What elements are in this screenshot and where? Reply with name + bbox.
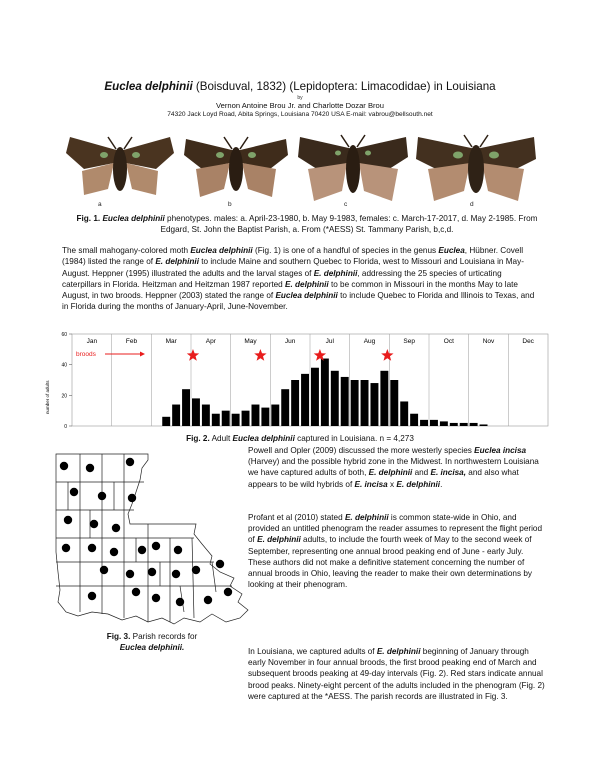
phenogram-bar xyxy=(311,368,319,426)
phenogram-bar xyxy=(162,417,170,426)
phenogram-bar xyxy=(222,411,230,426)
parish-record-dot xyxy=(100,566,108,574)
fig1-caption-species: Euclea delphinii xyxy=(102,214,165,223)
figure-2-phenogram xyxy=(30,328,550,433)
phenogram-bar xyxy=(202,405,210,426)
photo-label-a: a xyxy=(98,201,102,208)
phenogram-bar xyxy=(370,383,378,426)
phenogram-bar xyxy=(351,380,359,426)
moth-photo-d xyxy=(414,133,538,205)
moth-photo-c xyxy=(296,133,410,205)
phenogram-bar xyxy=(212,414,220,426)
photo-label-c: c xyxy=(344,201,348,208)
parish-record-dot xyxy=(88,544,96,552)
phenogram-bar xyxy=(232,414,240,426)
phenogram-bar xyxy=(410,414,418,426)
phenogram-bar xyxy=(361,380,369,426)
phenogram-bar xyxy=(450,423,458,426)
month-label: Sep xyxy=(403,338,415,345)
brood-peak-star xyxy=(381,349,393,361)
parish-record-dot xyxy=(138,546,146,554)
y-tick-label: 60 xyxy=(61,332,67,338)
parish-record-dot xyxy=(152,594,160,602)
fig3-caption-species: Euclea delphinii. xyxy=(119,642,185,652)
phenogram-bar xyxy=(251,405,259,426)
phenogram-bar xyxy=(331,371,339,426)
month-label: Aug xyxy=(363,338,376,345)
moth-photo-a xyxy=(64,133,176,205)
parish-record-dot xyxy=(126,570,134,578)
phenogram-bar xyxy=(321,359,329,426)
fig2-caption-prefix: Fig. 2. xyxy=(186,434,210,443)
parish-record-dot xyxy=(62,544,70,552)
parish-record-dot xyxy=(60,462,68,470)
chart-ylabel: number of adults xyxy=(45,380,50,414)
parish-record-dot xyxy=(192,566,200,574)
moth-photo-b xyxy=(180,133,292,205)
month-label: Nov xyxy=(482,338,495,345)
month-label: Jan xyxy=(86,338,98,345)
parish-record-dot xyxy=(174,546,182,554)
phenogram-bar xyxy=(380,371,388,426)
brood-peak-star xyxy=(254,349,266,361)
phenogram-bar xyxy=(470,423,478,426)
parish-record-dot xyxy=(224,588,232,596)
month-label: Mar xyxy=(165,338,177,345)
figure-3-caption xyxy=(62,632,242,653)
intro-paragraph: The small mahogany-colored moth Euclea delphinii (Fig. 1) is one of a handful of species in the genus Euclea, Hübner. Covell (1984) listed the range of E. delphinii to include Maine and southern Quebec to Florida, west to Missouri and Louisiana in May-August. Heppner (1995) illustrated the adults and the larval stages of E. delphinii, addressing the 25 species of urticating caterpillars in Florida. Heitzman and Heitzman 1987 reported E. delphinii to be common in Missouri in the months May to late August, in two broods. Heppner (2003) stated the range of Euclea delphinii to include Quebec to Florida and Illinois to Texas, and in Florida during the months of January-April, June-November. xyxy=(62,246,535,312)
phenogram-bar xyxy=(400,401,408,426)
y-tick-label: 0 xyxy=(64,424,67,430)
figure-1-caption xyxy=(62,214,552,235)
phenogram-bar xyxy=(291,380,299,426)
paragraph-powell-opler: Powell and Opler (2009) discussed the more westerly species Euclea incisa (Harvey) and the possible hybrid zone in the Midwest. In northwestern Louisiana we have captured adults of both, E. delphinii and E. incisa, and also what appears to be wild hybrids of E. incisa x E. delphinii. xyxy=(248,446,539,489)
parish-record-dot xyxy=(88,592,96,600)
paragraph-profant: Profant et al (2010) stated E. delphinii is common state-wide in Ohio, and provided an untitled phenogram the reader assumes to represent the flight period of E. delphinii adults, to include the fourth week of May to the second week of September, representing one annual brood peaking end of June - early July. These authors did not make a definitive statement concerning the number of annual broods in Ohio, leaving the reader to make their own determinations by looking at their phenogram. xyxy=(248,513,543,590)
phenogram-bar xyxy=(480,424,488,426)
figure-3-parish-map xyxy=(44,452,254,632)
month-label: Dec xyxy=(522,338,534,345)
parish-record-dot xyxy=(98,492,106,500)
photo-label-b: b xyxy=(228,201,232,208)
phenogram-bar xyxy=(430,420,438,426)
fig3-caption-prefix: Fig. 3. xyxy=(106,632,131,641)
parish-record-dot xyxy=(64,516,72,524)
figure-2-caption xyxy=(0,434,600,443)
photo-label-d: d xyxy=(470,201,474,208)
phenogram-bar xyxy=(460,423,468,426)
broods-annotation: broods xyxy=(76,351,96,358)
phenogram-bar xyxy=(242,411,250,426)
parish-record-dot xyxy=(132,588,140,596)
phenogram-bar xyxy=(271,405,279,426)
month-label: Apr xyxy=(205,338,216,345)
parish-record-dot xyxy=(172,570,180,578)
parish-record-dot xyxy=(176,598,184,606)
fig3-caption-text: Parish records for xyxy=(130,632,198,641)
title-rest: (Boisduval, 1832) (Lepidoptera: Limacodidae) in Louisiana xyxy=(192,80,496,93)
paper-title xyxy=(0,80,600,93)
paragraph-louisiana: In Louisiana, we captured adults of E. delphinii beginning of January through early November in four annual broods, the first brood peaking end of March and subsequent broods peaking at 49-day intervals (Fig. 2). Red stars indicate annual brood peaks. Ninety-eight percent of the adults included in the phenogram (Fig. 2) were captured at the *AESS. The parish records are illustrated in Fig. 3. xyxy=(248,647,545,701)
by-line: by xyxy=(297,95,303,101)
address: 74320 Jack Loyd Road, Abita Springs, Louisiana 70420 USA E-mail: vabrou@bellsouth.net xyxy=(167,111,433,118)
parish-record-dot xyxy=(112,524,120,532)
parish-record-dot xyxy=(204,596,212,604)
month-label: Oct xyxy=(443,338,454,345)
parish-record-dot xyxy=(126,458,134,466)
phenogram-bar xyxy=(192,398,200,426)
phenogram-bar xyxy=(301,374,309,426)
phenogram-bar xyxy=(182,389,190,426)
parish-record-dot xyxy=(86,464,94,472)
parish-record-dot xyxy=(70,488,78,496)
phenogram-bar xyxy=(440,421,448,426)
fig1-caption-prefix: Fig. 1. xyxy=(76,214,101,223)
y-tick-label: 40 xyxy=(61,362,67,369)
fig2-caption-text: captured in Louisiana. n = 4,273 xyxy=(294,434,414,443)
title-species: Euclea delphinii xyxy=(104,80,193,93)
phenogram-bar xyxy=(341,377,349,426)
parish-record-dot xyxy=(128,494,136,502)
phenogram-bar xyxy=(281,389,289,426)
month-label: Jun xyxy=(284,338,296,345)
parish-record-dot xyxy=(110,548,118,556)
month-label: May xyxy=(244,338,257,345)
parish-record-dot xyxy=(148,568,156,576)
parish-record-dot xyxy=(90,520,98,528)
fig2-caption-mid: Adult xyxy=(209,434,233,443)
fig1-caption-text: phenotypes. males: a. April-23-1980, b. May 9-1983, females: c. March-17-2017, d. May 2-1985. From Edgard, St. John the Baptist Parish, a. From (*AESS) St. Tammany Parish, b,c,d. xyxy=(160,214,538,234)
parish-record-dot xyxy=(216,560,224,568)
phenogram-bar xyxy=(420,420,428,426)
y-tick-label: 20 xyxy=(61,393,67,400)
month-label: Feb xyxy=(125,338,138,345)
brood-peak-star xyxy=(187,349,199,361)
fig2-caption-species: Euclea delphinii xyxy=(232,434,295,443)
phenogram-bar xyxy=(261,408,269,426)
authors: Vernon Antoine Brou Jr. and Charlotte Dozar Brou xyxy=(215,101,384,110)
phenogram-bar xyxy=(390,380,398,426)
phenogram-bar xyxy=(172,405,180,426)
parish-record-dot xyxy=(152,542,160,550)
month-label: Jul xyxy=(325,338,334,345)
